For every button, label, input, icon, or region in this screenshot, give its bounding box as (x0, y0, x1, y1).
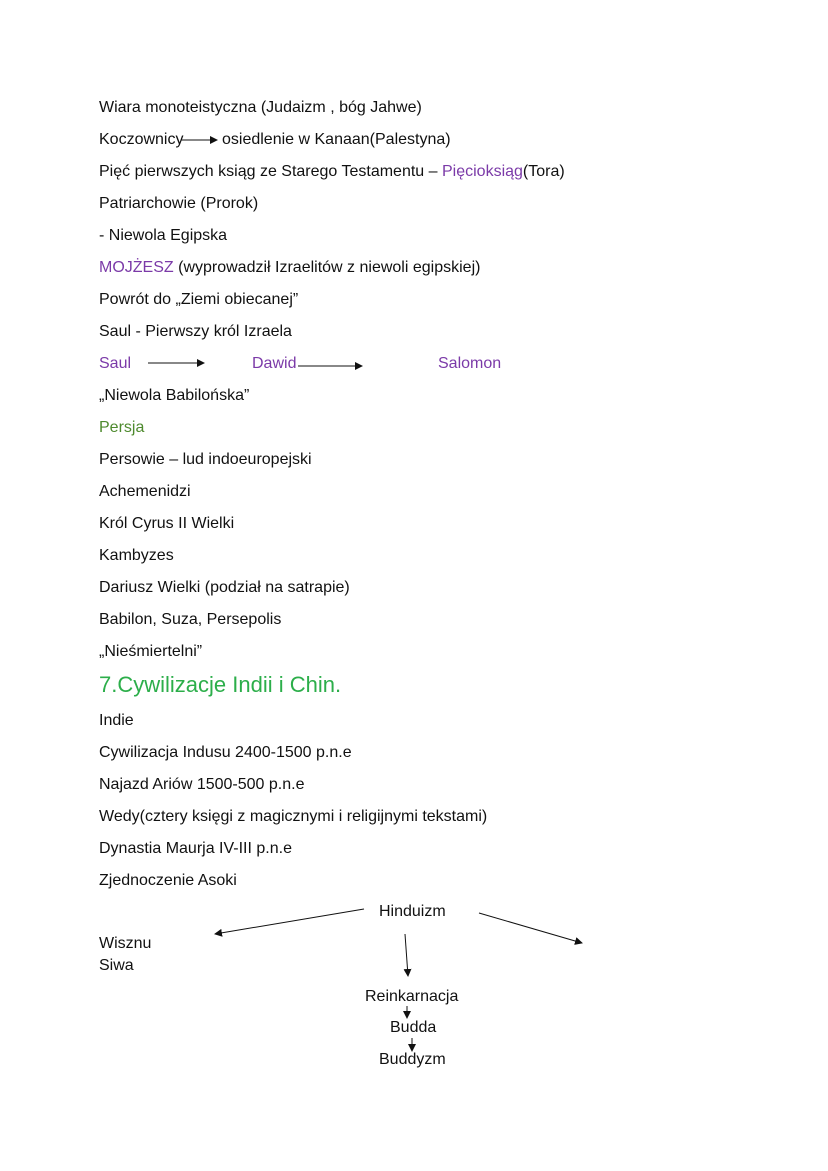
text-line (99, 162, 565, 182)
diagram-chain-1: Reinkarnacja (365, 988, 459, 1005)
text-line (99, 839, 292, 859)
line-maurya: Dynastia Maurja IV-III p.n.e (99, 840, 292, 857)
section-heading: 7.Cywilizacje Indii i Chin. (99, 672, 342, 697)
term-tora: (Tora) (522, 163, 565, 180)
text-line (99, 130, 183, 150)
text-line (99, 743, 352, 763)
text-line (99, 290, 298, 310)
arrow-root-left (215, 909, 364, 934)
diagram-root: Hinduizm (379, 903, 446, 920)
diagram-chain-3: Buddyzm (379, 1051, 446, 1068)
text-line (99, 450, 312, 470)
king-salomon: Salomon (438, 355, 502, 372)
text-line (99, 775, 304, 795)
text-line (99, 386, 249, 406)
text-line (99, 642, 202, 662)
diagram-left-1: Wisznu (99, 935, 152, 952)
line-monotheism: Wiara monoteistyczna (Judaizm , bóg Jahwe) (99, 99, 422, 116)
line-ashoka: Zjednoczenie Asoki (99, 872, 237, 889)
arrow-root-right (479, 913, 582, 943)
line-nomads: Koczownicy (99, 131, 184, 148)
line-aryans: Najazd Ariów 1500-500 p.n.e (99, 776, 305, 793)
text-line (99, 322, 292, 342)
line-cambyses: Kambyzes (99, 547, 174, 564)
text-line (99, 711, 134, 731)
line-moses-desc: (wyprowadził Izraelitów z niewoli egipskiej) (173, 259, 481, 276)
line-babylonian-captivity: „Niewola Babilońska” (99, 387, 250, 404)
text-line (99, 258, 480, 278)
king-saul: Saul (99, 355, 132, 372)
line-achaemenids: Achemenidzi (99, 483, 191, 500)
line-settlement: osiedlenie w Kanaan(Palestyna) (222, 131, 451, 148)
line-india: Indie (99, 712, 134, 729)
line-saul-king: Saul - Pierwszy król Izraela (99, 323, 292, 340)
text-line (99, 194, 258, 214)
text-line (99, 226, 227, 246)
arrow-root-down (405, 934, 408, 976)
line-pentateuch-intro: Pięć pierwszych ksiąg ze Starego Testamentu – (99, 163, 442, 180)
text-line (99, 871, 237, 891)
line-cyrus: Król Cyrus II Wielki (99, 515, 235, 532)
diagram-left-2: Siwa (99, 957, 134, 974)
text-line (99, 610, 281, 630)
line-persians: Persowie – lud indoeuropejski (99, 451, 312, 468)
line-immortals: „Nieśmiertelni” (99, 643, 203, 660)
king-dawid: Dawid (252, 355, 297, 372)
text-line (99, 546, 174, 566)
line-vedas: Wedy(cztery księgi z magicznymi i religijnymi tekstami) (99, 808, 488, 825)
line-indus: Cywilizacja Indusu 2400-1500 p.n.e (99, 744, 352, 761)
line-egyptian-captivity: - Niewola Egipska (99, 227, 228, 244)
text-line (99, 514, 234, 534)
line-patriarchs: Patriarchowie (Prorok) (99, 195, 259, 212)
text-line (99, 482, 191, 502)
term-pentateuch: Pięcioksiąg (441, 163, 523, 180)
text-line (99, 807, 487, 827)
diagram-chain-2: Budda (390, 1019, 437, 1036)
text-line (99, 418, 144, 438)
line-darius: Dariusz Wielki (podział na satrapie) (99, 579, 350, 596)
text-line (99, 578, 350, 598)
line-capitals: Babilon, Suza, Persepolis (99, 611, 282, 628)
text-line (99, 98, 422, 118)
term-moses: MOJŻESZ (99, 259, 174, 276)
section-persja: Persja (99, 419, 145, 436)
line-return: Powrót do „Ziemi obiecanej” (99, 291, 299, 308)
